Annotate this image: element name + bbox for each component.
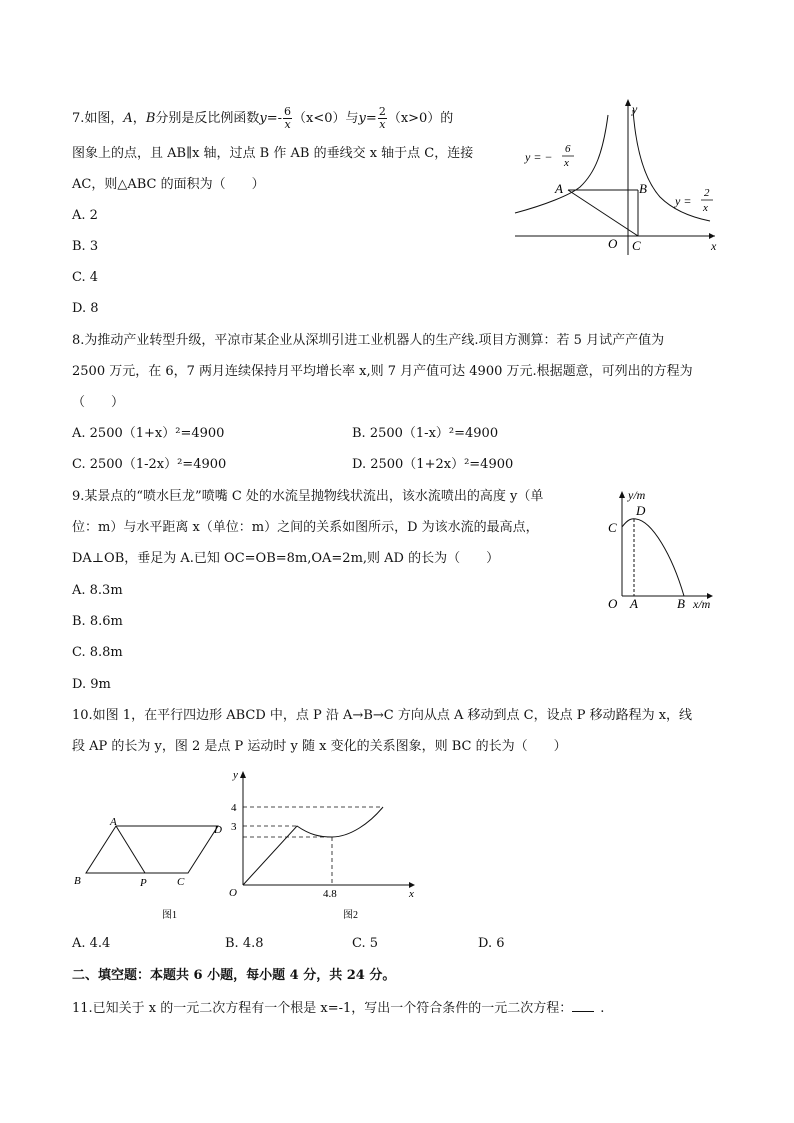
fig7-label-o: O <box>608 236 618 251</box>
q9-line3: DA⊥OB，垂足为 A.已知 OC=OB=8m,OA=2m,则 AD 的长为（ ） <box>72 551 500 566</box>
fig7-label-x: x <box>711 239 717 253</box>
fig9-label-y: y/m <box>628 488 646 502</box>
fig9-label-b: B <box>677 596 685 611</box>
q7-option-b: B. 3 <box>72 239 99 254</box>
q10-option-a: A. 4.4 <box>72 936 111 951</box>
fig7-label-left-den: x <box>564 157 569 169</box>
fig9-parabola <box>622 519 684 596</box>
q8-option-d: D. 2500（1+2x）²=4900 <box>352 457 514 472</box>
q8-line2: 2500 万元，在 6，7 两月连续保持月平均增长率 x,则 7 月产值可达 4900 万元.根据题意，可列出的方程为 <box>72 364 693 379</box>
fig10b-tick-4: 4 <box>231 802 237 814</box>
fig7-label-left-y: y = − <box>525 150 553 164</box>
q7-line3: AC，则△ABC 的面积为（ ） <box>72 177 265 192</box>
q7-option-d: D. 8 <box>72 301 99 316</box>
fig7-label-right-num: 2 <box>704 187 710 199</box>
q8-option-a: A. 2500（1+x）²=4900 <box>72 426 225 441</box>
fig9-label-d: D <box>636 503 646 518</box>
q8-option-c: C. 2500（1-2x）²=4900 <box>72 457 227 472</box>
fig10b-label-y: y <box>233 769 238 781</box>
fig9-label-o: O <box>608 596 618 611</box>
q9-line1: 9.某景点的“喷水巨龙”喷嘴 C 处的水流呈抛物线状流出，该水流喷出的高度 y（单 <box>72 489 544 504</box>
q11-answer-blank[interactable] <box>572 999 594 1012</box>
fig10b-tick-48: 4.8 <box>323 888 337 900</box>
fig7-label-y: y <box>632 102 638 116</box>
fig9-label-x: x/m <box>693 597 711 611</box>
q9-option-c: C. 8.8m <box>72 645 123 660</box>
q8-line3: （ ） <box>72 395 125 410</box>
q7-figure <box>505 95 725 260</box>
fig10a-caption: 图1 <box>162 910 177 921</box>
q7-option-c: C. 4 <box>72 270 99 285</box>
q10-line2: 段 AP 的长为 y，图 2 是点 P 运动时 y 随 x 变化的关系图象，则 BC 的长为（ ） <box>72 739 567 754</box>
fig10a-segment-ap <box>116 826 145 873</box>
fig7-label-c: C <box>632 238 641 253</box>
fig7-y-arrow <box>625 99 631 106</box>
fig10b-caption: 图2 <box>343 910 358 921</box>
fig9-label-a: A <box>630 596 638 611</box>
q10-line1: 10.如图 1，在平行四边形 ABCD 中，点 P 沿 A→B→C 方向从点 A 移动到点 C，设点 P 移动路程为 x，线 <box>72 708 693 723</box>
q7-option-a: A. 2 <box>72 208 98 223</box>
q7-fraction-2-over-x: $\frac{2}{x}$ <box>378 105 386 131</box>
fig10b-tick-3: 3 <box>231 821 237 833</box>
fig9-label-c: C <box>608 520 617 535</box>
q10-figure-1 <box>68 815 238 925</box>
q7-line2: 图象上的点，且 AB∥x 轴，过点 B 作 AB 的垂线交 x 轴于点 C，连接 <box>72 146 474 161</box>
fig7-curve-right <box>633 110 710 221</box>
q10-option-b: B. 4.8 <box>225 936 264 951</box>
fig7-label-right-den: x <box>703 202 708 214</box>
q9-line2: 位：m）与水平距离 x（单位：m）之间的关系如图所示，D 为该水流的最高点， <box>72 520 539 535</box>
fig10a-label-b: B <box>74 875 81 887</box>
section-2-title: 二、填空题：本题共 6 小题，每小题 4 分，共 24 分。 <box>72 968 396 983</box>
q10-option-d: D. 6 <box>478 936 505 951</box>
q9-option-a: A. 8.3m <box>72 583 123 598</box>
q10-option-c: C. 5 <box>352 936 379 951</box>
fig10b-label-o: O <box>229 887 237 899</box>
q9-option-d: D. 9m <box>72 677 111 692</box>
q10-figure-2 <box>225 765 425 925</box>
q9-option-b: B. 8.6m <box>72 614 123 629</box>
fig7-label-b: B <box>639 181 647 196</box>
fig9-y-arrow <box>619 491 625 498</box>
fig10b-label-x: x <box>409 888 414 900</box>
fig7-curve-left <box>515 115 608 213</box>
fig10b-y-arrow <box>240 771 246 778</box>
fig10a-label-p: P <box>140 877 147 889</box>
q7-fraction-6-over-x: $\frac{6}{x}$ <box>284 105 292 131</box>
fig10a-label-a: A <box>110 816 117 828</box>
fig7-label-left-num: 6 <box>565 143 571 155</box>
fig7-label-right-y: y = <box>675 194 692 208</box>
fig10a-parallelogram <box>86 826 218 873</box>
fig7-label-a: A <box>555 181 563 196</box>
q11-line: 11.已知关于 x 的一元二次方程有一个根是 x=-1，写出一个符合条件的一元二次方程： . <box>72 1001 605 1016</box>
fig10b-graph <box>243 807 383 885</box>
q8-line1: 8.为推动产业转型升级，平凉市某企业从深圳引进工业机器人的生产线.项目方测算：若 5 月试产产值为 <box>72 333 665 348</box>
q7-line1: 7.如图，A，B分别是反比例函数y=- $\frac{6}{x}$ （x<0）与y= $\frac{2}{x}$ （x>0）的 <box>72 105 454 131</box>
fig10a-label-d: D <box>214 824 222 836</box>
q8-option-b: B. 2500（1-x）²=4900 <box>352 426 499 441</box>
fig10a-label-c: C <box>177 876 185 888</box>
q9-figure <box>600 485 730 615</box>
